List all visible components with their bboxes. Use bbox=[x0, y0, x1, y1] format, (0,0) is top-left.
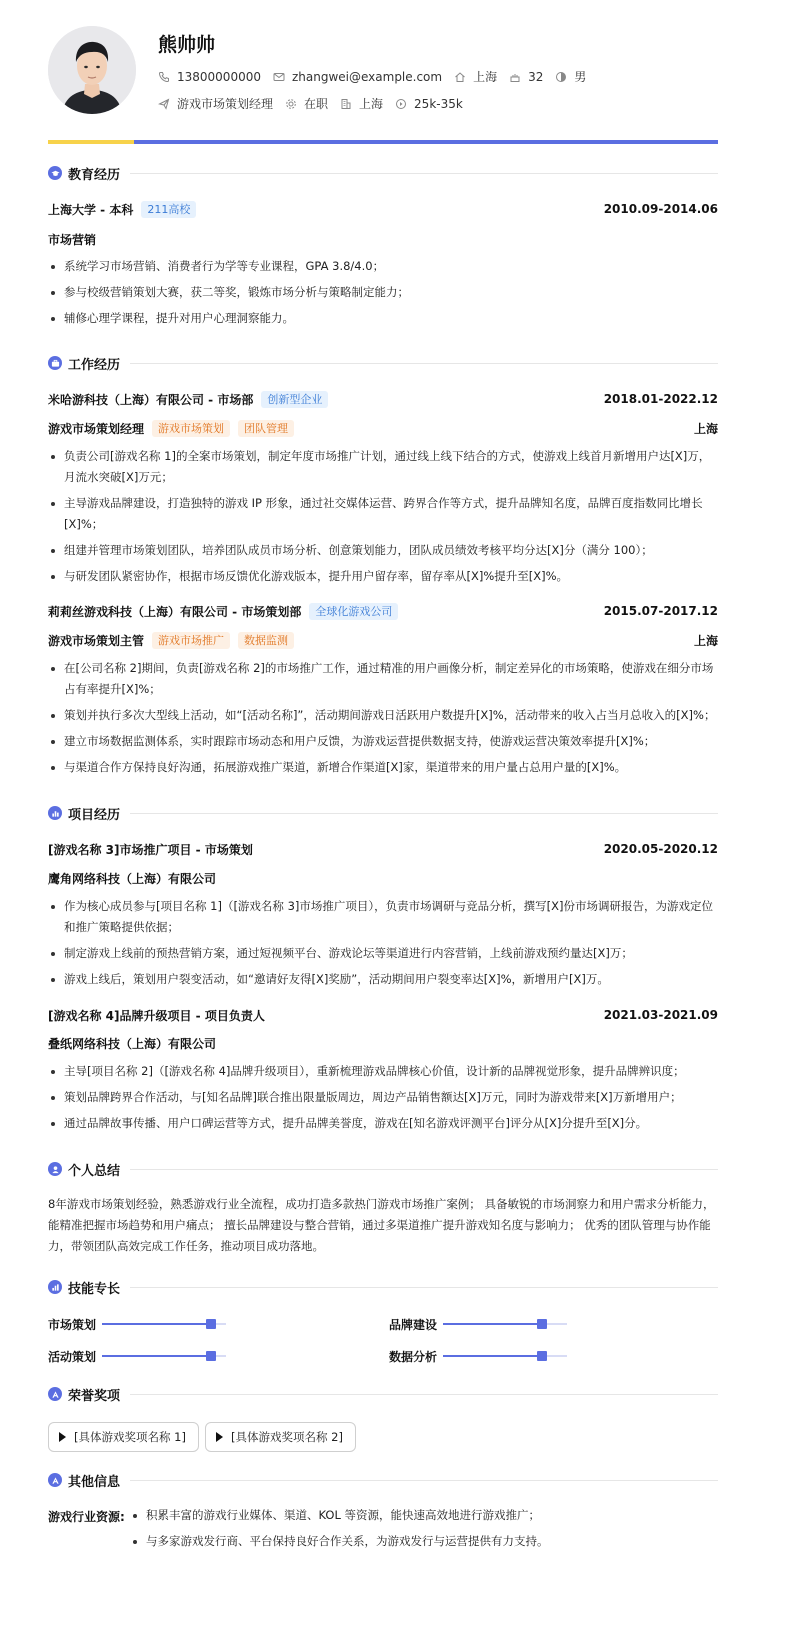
skill-tag: 游戏市场推广 bbox=[152, 632, 230, 649]
user-icon bbox=[48, 1162, 62, 1176]
list-item: 主导游戏品牌建设，打造独特的游戏 IP 形象，通过社交媒体运营、跨界合作等方式，提升品牌知名度，品牌百度指数同比增长[X]%； bbox=[48, 493, 718, 535]
list-item: 组建并管理市场策划团队，培养团队成员市场分析、创意策划能力，团队成员绩效考核平均分达[X]分（满分 100）； bbox=[48, 540, 718, 561]
list-item: 与渠道合作方保持良好沟通，拓展游戏推广渠道，新增合作渠道[X]家，渠道带来的用户量占总用户量的[X]%。 bbox=[48, 757, 718, 778]
projects-section-title bbox=[48, 803, 718, 823]
list-item: 负责公司[游戏名称 1]的全案市场策划，制定年度市场推广计划，通过线上线下结合的方式，使游戏上线首月新增用户达[X]万，月流水突破[X]万元； bbox=[48, 446, 718, 488]
list-item: 辅修心理学课程，提升对用户心理洞察能力。 bbox=[48, 308, 718, 329]
work-heading: 工作经历 bbox=[68, 357, 121, 373]
other-bullets bbox=[130, 1505, 718, 1557]
money-icon bbox=[395, 98, 407, 110]
gender-text: 男 bbox=[574, 70, 587, 84]
skills-section-title bbox=[48, 1277, 718, 1297]
avatar bbox=[48, 26, 136, 114]
phone-item bbox=[158, 70, 261, 84]
skill-bar bbox=[102, 1355, 226, 1357]
graduation-icon bbox=[48, 166, 62, 180]
education-heading: 教育经历 bbox=[68, 167, 121, 183]
work-period: 2018.01-2022.12 bbox=[603, 392, 718, 406]
home-icon bbox=[454, 71, 466, 83]
education-bullets bbox=[48, 256, 718, 334]
education-period: 2010.09-2014.06 bbox=[603, 202, 718, 216]
intent-row bbox=[158, 95, 475, 112]
summary-heading: 个人总结 bbox=[68, 1163, 121, 1179]
skill-fill bbox=[102, 1355, 211, 1357]
briefcase-icon bbox=[48, 356, 62, 370]
list-item: 策划并执行多次大型线上活动，如“[活动名称]”，活动期间游戏日活跃用户数提升[X]%，活动带来的收入占当月总收入的[X]%； bbox=[48, 705, 718, 726]
gender-icon bbox=[555, 71, 567, 83]
award-chip[interactable] bbox=[48, 1422, 199, 1452]
header-divider bbox=[48, 140, 718, 144]
work-section-title bbox=[48, 353, 718, 373]
list-item: 系统学习市场营销、消费者行为学等专业课程，GPA 3.8/4.0； bbox=[48, 256, 718, 277]
company-name: 莉莉丝游戏科技（上海）有限公司 - 市场策划部 bbox=[48, 604, 302, 619]
work-2-role-row bbox=[48, 631, 718, 649]
project-1-company-row bbox=[48, 869, 718, 887]
skill-tag: 团队管理 bbox=[238, 420, 294, 437]
phone-text: 13800000000 bbox=[177, 69, 261, 84]
company-tag: 全球化游戏公司 bbox=[309, 603, 398, 620]
award-label: [具体游戏奖项名称 1] bbox=[74, 1430, 186, 1444]
project-company: 鹰角网络科技（上海）有限公司 bbox=[48, 871, 217, 886]
letter-a-icon bbox=[48, 1473, 62, 1487]
phone-icon bbox=[158, 71, 170, 83]
list-item: 制定游戏上线前的预热营销方案，通过短视频平台、游戏论坛等渠道进行内容营销，上线前游戏预约量达[X]万； bbox=[48, 943, 718, 964]
project-company: 叠纸网络科技（上海）有限公司 bbox=[48, 1036, 217, 1051]
section-rule bbox=[130, 1480, 718, 1481]
major-row bbox=[48, 230, 718, 248]
work-2-bullets bbox=[48, 658, 718, 783]
skill-fill bbox=[443, 1323, 542, 1325]
section-rule bbox=[130, 1169, 718, 1170]
list-item: 在[公司名称 2]期间，负责[游戏名称 2]的市场推广工作，通过精准的用户画像分析，制定差异化的市场策略，使游戏在细分市场占有率提升[X]%； bbox=[48, 658, 718, 700]
work-location: 上海 bbox=[693, 633, 718, 648]
mail-icon bbox=[273, 71, 285, 83]
list-item: 建立市场数据监测体系，实时跟踪市场动态和用户反馈，为游戏运营提供数据支持，使游戏运营决策效率提升[X]%； bbox=[48, 731, 718, 752]
award-icon bbox=[48, 1387, 62, 1401]
skill-tag: 数据监测 bbox=[238, 632, 294, 649]
project-2-company-row bbox=[48, 1034, 718, 1052]
project-2-header-row bbox=[48, 1006, 718, 1024]
job-role: 游戏市场策划主管 bbox=[48, 633, 145, 648]
project-title: [游戏名称 3]市场推广项目 - 市场策划 bbox=[48, 842, 253, 857]
skill-item bbox=[48, 1316, 226, 1332]
skill-name: 活动策划 bbox=[48, 1349, 97, 1364]
status-item bbox=[285, 95, 328, 112]
job-role: 游戏市场策划经理 bbox=[48, 421, 145, 436]
list-item: 与研发团队紧密协作，根据市场反馈优化游戏版本，提升用户留存率，留存率从[X]%提升至[X]%。 bbox=[48, 566, 718, 587]
list-item: 游戏上线后，策划用户裂变活动，如“邀请好友得[X]奖励”，活动期间用户裂变率达[X]%，新增用户[X]万。 bbox=[48, 969, 718, 990]
projects-heading: 项目经历 bbox=[68, 807, 121, 823]
award-label: [具体游戏奖项名称 2] bbox=[231, 1430, 343, 1444]
play-icon bbox=[216, 1432, 223, 1442]
status-text: 在职 bbox=[304, 97, 329, 111]
skill-item bbox=[48, 1348, 226, 1364]
list-item: 参与校级营销策划大赛，获二等奖，锻炼市场分析与策略制定能力； bbox=[48, 282, 718, 303]
send-icon bbox=[158, 98, 170, 110]
salary-item bbox=[395, 97, 463, 111]
skill-name: 数据分析 bbox=[389, 1349, 438, 1364]
work-1-role-row bbox=[48, 419, 718, 437]
list-item: 策划品牌跨界合作活动，与[知名品牌]联合推出限量版周边，周边产品销售额达[X]万元，同时为游戏带来[X]万新增用户； bbox=[48, 1087, 718, 1108]
project-period: 2021.03-2021.09 bbox=[603, 1008, 718, 1022]
school-tag: 211高校 bbox=[141, 201, 196, 218]
award-chip[interactable] bbox=[205, 1422, 356, 1452]
age-item bbox=[509, 70, 543, 84]
project-1-bullets bbox=[48, 896, 718, 995]
skill-bar bbox=[443, 1355, 567, 1357]
education-section-title bbox=[48, 163, 718, 183]
city-text: 上海 bbox=[473, 70, 498, 84]
list-item: 与多家游戏发行商、平台保持良好合作关系，为游戏发行与运营提供有力支持。 bbox=[130, 1531, 718, 1552]
divider-blue bbox=[134, 140, 718, 144]
work-1-header-row bbox=[48, 390, 718, 408]
divider-yellow bbox=[48, 140, 134, 144]
company-tag: 创新型企业 bbox=[261, 391, 328, 408]
skill-bar bbox=[443, 1323, 567, 1325]
target-city-item bbox=[340, 95, 383, 112]
building-icon bbox=[340, 98, 352, 110]
salary-text: 25k-35k bbox=[414, 96, 463, 111]
awards-heading: 荣誉奖项 bbox=[68, 1388, 121, 1404]
bar-chart-icon bbox=[48, 1280, 62, 1294]
job-item bbox=[158, 95, 273, 112]
work-2-header-row bbox=[48, 602, 718, 620]
section-rule bbox=[130, 813, 718, 814]
skill-fill bbox=[443, 1355, 542, 1357]
project-period: 2020.05-2020.12 bbox=[603, 842, 718, 856]
skill-bar bbox=[102, 1323, 226, 1325]
age-text: 32 bbox=[528, 69, 544, 84]
list-item: 主导[项目名称 2]（[游戏名称 4]品牌升级项目），重新梳理游戏品牌核心价值，设计新的品牌视觉形象，提升品牌辨识度； bbox=[48, 1061, 718, 1082]
resume-header bbox=[48, 26, 718, 126]
skill-knob bbox=[206, 1319, 216, 1329]
email-text: zhangwei@example.com bbox=[291, 69, 443, 84]
major: 市场营销 bbox=[48, 232, 97, 247]
section-rule bbox=[130, 1394, 718, 1395]
project-title: [游戏名称 4]品牌升级项目 - 项目负责人 bbox=[48, 1008, 265, 1023]
chart-icon bbox=[48, 806, 62, 820]
other-heading: 其他信息 bbox=[68, 1474, 121, 1490]
gear-icon bbox=[285, 98, 297, 110]
play-icon bbox=[59, 1432, 66, 1442]
education-header-row bbox=[48, 200, 718, 218]
work-location: 上海 bbox=[693, 421, 718, 436]
skill-name: 市场策划 bbox=[48, 1317, 97, 1332]
skill-name: 品牌建设 bbox=[389, 1317, 438, 1332]
section-rule bbox=[130, 173, 718, 174]
work-period: 2015.07-2017.12 bbox=[603, 604, 718, 618]
cake-icon bbox=[509, 71, 521, 83]
contact-row bbox=[158, 68, 598, 85]
summary-text: 8年游戏市场策划经验，熟悉游戏行业全流程，成功打造多款热门游戏市场推广案例； 具备敏锐的市场洞察力和用户需求分析能力，能精准把握市场趋势和用户痛点； 擅长品牌建设与整合营销，通过多渠道推广提升游戏知名度与影响力； 优秀的团队管理与协作能力，带领团队高效完成工作任务，推动项目成功落地。 bbox=[48, 1197, 715, 1253]
list-item: 通过品牌故事传播、用户口碑运营等方式，提升品牌美誉度，游戏在[知名游戏评测平台]评分从[X]分提升至[X]分。 bbox=[48, 1113, 718, 1134]
skill-knob bbox=[537, 1319, 547, 1329]
section-rule bbox=[130, 363, 718, 364]
skill-tag: 游戏市场策划 bbox=[152, 420, 230, 437]
skill-fill bbox=[102, 1323, 211, 1325]
candidate-name: 熊帅帅 bbox=[158, 34, 216, 56]
project-1-header-row bbox=[48, 840, 718, 858]
skill-item bbox=[389, 1348, 567, 1364]
skill-knob bbox=[537, 1351, 547, 1361]
gender-item bbox=[555, 68, 586, 85]
awards-section-title bbox=[48, 1384, 718, 1404]
summary-section-title bbox=[48, 1159, 718, 1179]
other-label: 游戏行业资源: bbox=[48, 1510, 125, 1524]
company-name: 米哈游科技（上海）有限公司 - 市场部 bbox=[48, 392, 254, 407]
skill-item bbox=[389, 1316, 567, 1332]
other-section-title bbox=[48, 1470, 718, 1490]
skill-knob bbox=[206, 1351, 216, 1361]
list-item: 积累丰富的游戏行业媒体、渠道、KOL 等资源，能快速高效地进行游戏推广； bbox=[130, 1505, 718, 1526]
skills-heading: 技能专长 bbox=[68, 1281, 121, 1297]
school-name: 上海大学 - 本科 bbox=[48, 202, 134, 217]
list-item: 作为核心成员参与[项目名称 1]（[游戏名称 3]市场推广项目），负责市场调研与竞品分析，撰写[X]份市场调研报告，为游戏定位和推广策略提供依据； bbox=[48, 896, 718, 938]
section-rule bbox=[130, 1287, 718, 1288]
project-2-bullets bbox=[48, 1061, 718, 1139]
city-item bbox=[454, 68, 497, 85]
work-1-bullets bbox=[48, 446, 718, 592]
email-item bbox=[273, 70, 442, 84]
target-job-text: 游戏市场策划经理 bbox=[177, 97, 274, 111]
target-city-text: 上海 bbox=[359, 97, 384, 111]
